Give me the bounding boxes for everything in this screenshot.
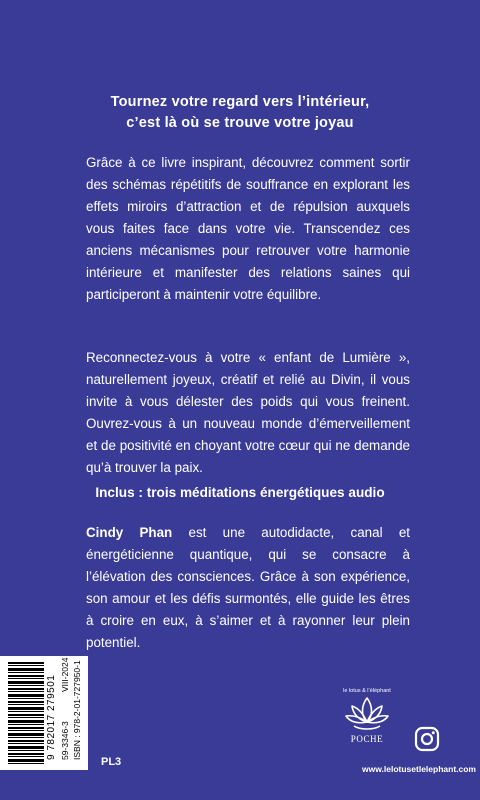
publisher-website[interactable]: www.lelotusetlelephant.com: [362, 764, 476, 774]
author-bio-text: est une autodidacte, canal et énergéticienne quantique, qui se consacre à l’élévation des consciences. Grâce à son expérience, son amour et les défis surmontés, elle guide les êtres à croire en eux, à s’aimer et à rayonner leur plein potentiel.: [86, 525, 411, 650]
lotus-elephant-logo-icon: [344, 694, 390, 734]
barcode-isbn: ISBN : 978-2-01-727950-1: [72, 660, 82, 760]
series-code: PL3: [101, 756, 122, 768]
publisher-arc-text: le lotus & l’éléphant: [343, 688, 391, 694]
instagram-icon[interactable]: [414, 726, 440, 752]
barcode: [0, 656, 88, 770]
barcode-date: VIII-2024: [60, 657, 70, 692]
tagline-line-1: Tournez votre regard vers l’intérieur,: [110, 94, 370, 110]
author-bio: [86, 522, 410, 654]
tagline-line-2: c’est là où se trouve votre joyau: [126, 115, 354, 131]
author-name: Cindy Phan: [86, 525, 173, 540]
tagline: [0, 92, 480, 134]
barcode-bars: [8, 662, 44, 764]
publisher-logo: [335, 688, 399, 760]
description-paragraph-1: Grâce à ce livre inspirant, découvrez comment sortir des schémas répétitifs de souffrance en explorant les effets miroirs d’attraction et de répulsion auxquels vous faites face dans votre vie. Transcendez ces anciens mécanismes pour retrouver votre harmonie intérieure et manifester des relations saines qui participeront à maintenir votre équilibre.: [86, 155, 410, 302]
included-bonus: Inclus : trois méditations énergétiques audio: [95, 485, 385, 500]
barcode-number: 9 782017 279501: [46, 674, 57, 760]
barcode-code: 59-3346-3: [60, 721, 70, 760]
description-paragraph-2: Reconnectez-vous à votre « enfant de Lumière », naturellement joyeux, créatif et relié au Divin, il vous invite à vous délester des poids qui vous freinent. Ouvrez-vous à un nouveau monde d’émerveillement et de positivité en choyant votre cœur qui ne demande qu’à trouver la paix.: [86, 350, 410, 475]
publisher-imprint: POCHE: [350, 734, 384, 744]
